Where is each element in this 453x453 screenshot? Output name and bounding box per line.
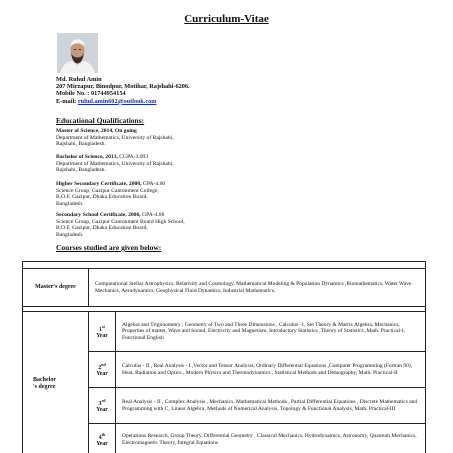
page-title: Curriculum-Vitae — [184, 13, 269, 25]
education-line: B.O.F, Gazipur, Dhaka Education Board, — [56, 194, 148, 201]
year-word: Year — [96, 440, 108, 447]
contact-block — [56, 76, 190, 105]
masters-courses: Computational Stellar Astrophysics, Relativity and Cosmology, Mathematical Modeling & Population Dynamics ,Biomathematics, Water Wave Mechanics, Aerodynamics, Geophysical Fluid Dynamics, Industrial Mathematics. — [89, 269, 426, 307]
year-courses: Calculus - II , Real Analysis - I ,Vector and Tensor Analysis, Ordinary Differential Equations ,Computer Programming (Fortran 90), Heat, Radiation and Optics , Modern Physics and Thermodynamics , Statistical Methods and Demography, Math. Practical-II — [116, 352, 426, 388]
degree-result: GPA-4.60 — [142, 181, 166, 187]
year-word: Year — [96, 332, 108, 339]
education-entry — [56, 154, 276, 174]
year-number: 2 — [98, 364, 102, 371]
year-cell — [89, 424, 116, 453]
table-row — [23, 269, 426, 307]
email-link[interactable]: ruhul.amin602@outlook.com — [77, 97, 157, 105]
education-degree — [56, 181, 276, 188]
education-degree — [56, 128, 276, 135]
candidate-address: 207 Mirzapur, Binodpur, Motihar, Rajshahi-6206. — [56, 83, 190, 91]
bachelor-label — [23, 312, 89, 453]
education-line: B.O.F, Gazipur, Dhaka Education Board, — [56, 225, 148, 232]
year-word: Year — [96, 370, 108, 377]
candidate-name: Md. Ruhul Amin — [56, 76, 102, 83]
year-number: 4 — [98, 434, 102, 441]
candidate-mobile: Mobile No. : 01744954154 — [56, 90, 126, 98]
degree-title: Higher Secondary Certificate, 2008, — [56, 181, 143, 187]
education-line: Rajshahi, Bangladesh. — [56, 141, 106, 148]
education-entry — [56, 181, 276, 207]
education-line: Bangladesh. — [56, 231, 84, 238]
portrait-image — [57, 33, 98, 73]
education-entry — [56, 128, 276, 148]
education-line: Department of Mathematics, University of Rajshahi, — [56, 134, 174, 141]
degree-result: CGPA-3.093 — [119, 154, 149, 160]
table-row — [23, 262, 426, 269]
year-cell — [89, 312, 116, 352]
education-entry — [56, 212, 276, 238]
year-courses: Algebra and Trigonometry , Geometry of Two and Three Dimensions , Calculus -1, Set Theory & Matrix Algebra, Mechanics, Properties of matter, Wave and Sound, Electricity and Magnetism, Introductory Statistics ,Theory of Statistics ,Math. Practical-I, Functional English — [116, 312, 426, 352]
year-cell — [89, 352, 116, 388]
degree-title: Bachelor of Science, 2013, — [56, 154, 120, 160]
year-courses: Operations Research, Group Theory, Differential Geometry , Classical Mechanics, Hydrodynamics, Astronomy, Quantum Mechanics, Electromagnetic Theory, Integral Equations — [116, 424, 426, 453]
masters-label: Master's degree — [23, 269, 89, 307]
education-line: Bangladesh. — [56, 200, 84, 207]
email-label: E-mail: — [56, 97, 78, 105]
year-number: 1 — [99, 326, 102, 333]
bachelor-label-line: 's degree — [33, 383, 56, 390]
degree-result: GPA-4.88 — [142, 212, 165, 218]
year-number: 3 — [98, 400, 102, 407]
degree-title: Master of Science, 2014, On going — [56, 128, 137, 134]
education-degree — [56, 212, 276, 219]
year-word: Year — [96, 406, 108, 413]
education-line: Rajshahi, Bangladesh. — [56, 167, 106, 174]
degree-title: Secondary School Certificate, 2006, — [56, 212, 143, 218]
education-line: Science Group, Gazipur Cantonment Board High School, — [56, 218, 185, 225]
year-suffix: rd — [101, 397, 106, 403]
year-suffix: th — [101, 431, 106, 437]
candidate-email-line — [56, 98, 190, 105]
courses-heading: Courses studied are given below: — [56, 243, 162, 252]
profile-photo — [57, 33, 98, 73]
education-degree — [56, 154, 276, 161]
year-cell — [89, 388, 116, 424]
courses-table — [22, 261, 426, 453]
education-line: Science Group, Gazipur Cantonment College, — [56, 187, 159, 194]
year-suffix: nd — [101, 361, 106, 367]
year-courses: Real Analysis - II , Complex Analysis , Mechanics, Mathematical Methods , Partial Differential Equations , Discrete Mathematics and Programming with C, Linear Algebra, Methods of Numerical Analysis, Topology & Functional Analysis, Math. Practical-III — [116, 388, 426, 424]
table-row — [23, 312, 426, 352]
bachelor-label-line: Bachelor — [33, 377, 56, 383]
year-suffix: st — [102, 323, 105, 329]
education-line: Department of Mathematics, University of Rajshahi, — [56, 160, 174, 167]
education-heading: Educational Qualifications: — [56, 116, 145, 125]
